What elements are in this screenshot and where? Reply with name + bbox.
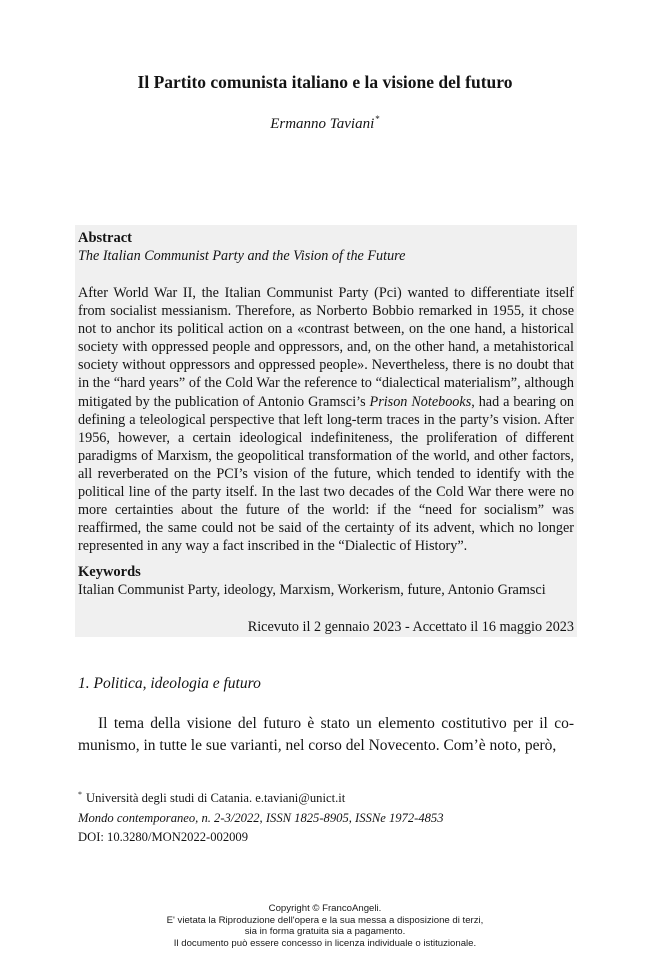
abstract-box [75,225,577,637]
author-name-text: Ermanno Taviani [270,116,375,132]
copyright-line: Copyright © FrancoAngeli. [268,903,382,914]
abstract-heading: Abstract [78,230,132,246]
copyright-line: Il documento può essere concesso in licenza individuale o istituzionale. [173,937,477,949]
abstract-text-italic: Prison Notebooks [369,393,472,410]
copyright-line: E' vietata la Riproduzione dell'opera e la sua messa a disposizione di terzi, [166,914,484,926]
footnote-doi: DOI: 10.3280/MON2022-002009 [78,830,249,844]
author-name [0,114,650,133]
body-paragraph: Il tema della visione del futuro è stato un elemento costitutivo per il comunismo, in tutte le sue varianti, nel corso del Novecento. Com’è noto, però, [78,715,574,754]
received-accepted-dates: Ricevuto il 2 gennaio 2023 - Accettato il 16 maggio 2023 [247,619,574,635]
footnote-affiliation [78,787,345,806]
copyright-line: sia in forma gratuita sia a pagamento. [244,926,406,938]
abstract-text-part2: , had a bearing on defining a teleological perspective that left long-term traces in the party’s vision. After 1956, however, a certain ideological indefiniteness, the proliferation of different paradigms of Marxism, the geopolitical transformation of the world, and other factors, all reverberated on the PCI’s vision of the future, which tended to identify with the political line of the party itself. In the last two decades of the Cold War there were no more certainties about the future of the world: if the “need for socialism” was reaffirmed, the same could not be said of the certainty of its advent, which no longer represented in any way a fact inscribed in the “Dialectic of History”. [78,393,575,555]
section-title: 1. Politica, ideologia e futuro [78,675,261,692]
author-footnote-marker: * [375,114,380,124]
keywords-list: Italian Communist Party, ideology, Marxism, Workerism, future, Antonio Gramsci [78,582,546,599]
keywords-heading: Keywords [78,564,141,581]
abstract-text [78,284,574,555]
footnote-affiliation-text: Università degli studi di Catania. e.taviani@unict.it [86,791,346,805]
abstract-text-part1: After World War II, the Italian Communist Party (Pci) wanted to differentiate itself from socialist messianism. Therefore, as Norberto Bobbio remarked in 1955, it chose not to anchor its political action on a «contrast between, on the one hand, a historical society with oppressed people and oppressors, and, on the other hand, a metahistorical society without oppressors and oppressed people». Nevertheless, there is no doubt that in the “hard years” of the Cold War the reference to “dialectical materialism”, although mitigated by the publication of Antonio Gramsci’s [78,285,574,410]
article-title: Il Partito comunista italiano e la visione del futuro [137,72,513,92]
copyright-notice [0,903,650,949]
abstract-content [78,229,574,599]
abstract-english-title: The Italian Communist Party and the Vision of the Future [78,248,406,264]
footnote-journal: Mondo contemporaneo, n. 2-3/2022, ISSN 1825-8905, ISSNe 1972-4853 [78,811,444,825]
footnote-marker: * [78,790,82,799]
